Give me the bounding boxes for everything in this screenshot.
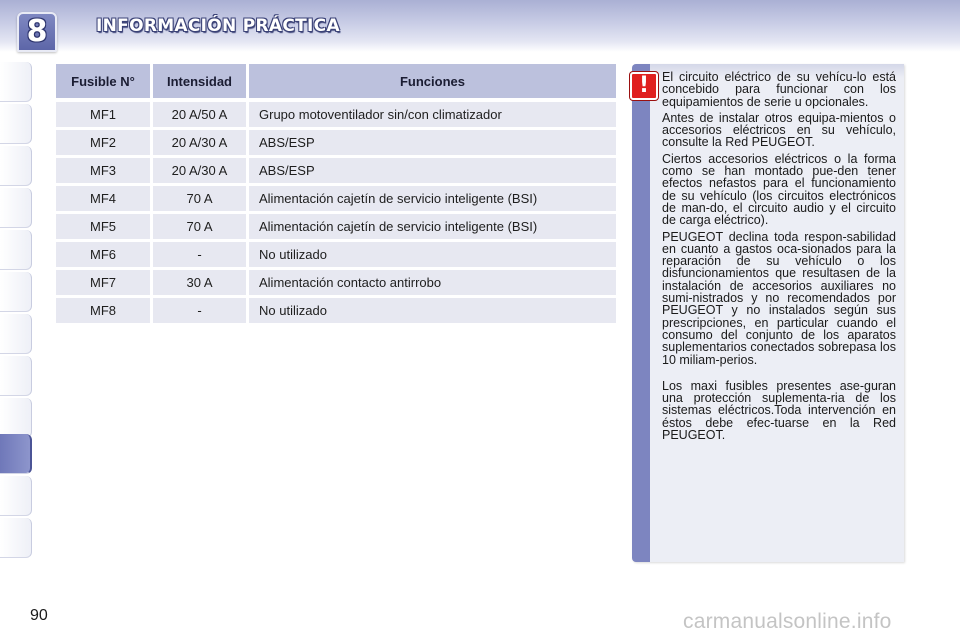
chapter-tab[interactable]	[0, 398, 32, 438]
warning-icon	[630, 72, 658, 100]
warning-paragraph: El circuito eléctrico de su vehícu-lo está concebido para funcionar con los equipamientos de serie u opcionales.	[662, 70, 896, 109]
page-number: 90	[30, 607, 48, 624]
amperage-cell: -	[153, 296, 246, 323]
chapter-tab[interactable]	[0, 230, 32, 270]
chapter-tab[interactable]	[0, 104, 32, 144]
function-cell: ABS/ESP	[249, 128, 616, 155]
chapter-number: 8	[26, 14, 48, 49]
header-band	[0, 0, 960, 52]
function-cell: Grupo motoventilador sin/con climatizador	[249, 100, 616, 127]
table-row	[56, 212, 616, 239]
chapter-badge	[17, 12, 57, 52]
chapter-tab[interactable]	[0, 518, 32, 558]
table-row	[56, 240, 616, 267]
function-cell: Alimentación cajetín de servicio inteligente (BSI)	[249, 184, 616, 211]
function-cell: ABS/ESP	[249, 156, 616, 183]
table-row	[56, 128, 616, 155]
warning-paragraph: PEUGEOT declina toda respon-sabilidad en cuanto a gastos oca-sionados para la reparación de su vehículo o los disfuncionamientos que resultasen de la instalación de accesorios auxiliares no sumi-nistrados y no recomendados por PEUGEOT y no instalados según sus prescripciones, en particular cuando el consumo del conjunto de los aparatos suplementarios conectados sobrepasa los 10 miliam-perios.	[662, 229, 896, 367]
fuse-cell: MF7	[56, 268, 150, 295]
amperage-cell: 20 A/50 A	[153, 100, 246, 127]
function-cell: Alimentación contacto antirrobo	[249, 268, 616, 295]
chapter-tab[interactable]	[0, 476, 32, 516]
chapter-tab-strip	[0, 62, 34, 577]
amperage-cell: 70 A	[153, 184, 246, 211]
section-title: INFORMACIÓN PRÁCTICA	[96, 16, 340, 36]
warning-paragraph: Ciertos accesorios eléctricos o la forma como se han montado pue-den tener efectos nefastos para el funcionamiento de su vehículo (los circuitos electrónicos de man-do, el circuito audio y el circuito de carga eléctrico).	[662, 151, 896, 228]
function-cell: Alimentación cajetín de servicio inteligente (BSI)	[249, 212, 616, 239]
fuse-table	[56, 64, 616, 324]
fuse-cell: MF1	[56, 100, 150, 127]
fuse-cell: MF6	[56, 240, 150, 267]
warning-paragraph: Antes de instalar otros equipa-mientos o accesorios eléctricos en su vehículo, consulte la Red PEUGEOT.	[662, 110, 896, 150]
table-row	[56, 296, 616, 323]
table-row	[56, 156, 616, 183]
function-cell: No utilizado	[249, 240, 616, 267]
fuse-cell: MF4	[56, 184, 150, 211]
table-row	[56, 184, 616, 211]
chapter-tab[interactable]	[0, 272, 32, 312]
table-header-row	[56, 64, 616, 98]
amperage-cell: 70 A	[153, 212, 246, 239]
chapter-tab[interactable]	[0, 356, 32, 396]
chapter-tab[interactable]	[0, 314, 32, 354]
chapter-tab[interactable]	[0, 188, 32, 228]
fuse-cell: MF5	[56, 212, 150, 239]
column-header-functions: Funciones	[249, 64, 616, 98]
amperage-cell: 20 A/30 A	[153, 156, 246, 183]
watermark: carmanualsonline.info	[683, 610, 892, 633]
amperage-cell: 20 A/30 A	[153, 128, 246, 155]
fuse-cell: MF8	[56, 296, 150, 323]
chapter-tab[interactable]	[0, 146, 32, 186]
column-header-amperage: Intensidad	[153, 64, 246, 98]
table-row	[56, 100, 616, 127]
column-header-fuse: Fusible N°	[56, 64, 150, 98]
amperage-cell: 30 A	[153, 268, 246, 295]
warning-paragraph: Los maxi fusibles presentes ase-guran una protección suplementa-ria de los sistemas eléctricos.Toda intervención en éstos debe efec-tuarse en la Red PEUGEOT.	[662, 378, 896, 443]
chapter-tab-active[interactable]	[0, 434, 32, 474]
table-row	[56, 268, 616, 295]
warning-text	[662, 71, 896, 445]
exclamation-icon: !	[638, 73, 650, 98]
fuse-cell: MF2	[56, 128, 150, 155]
chapter-tab[interactable]	[0, 62, 32, 102]
amperage-cell: -	[153, 240, 246, 267]
fuse-cell: MF3	[56, 156, 150, 183]
function-cell: No utilizado	[249, 296, 616, 323]
